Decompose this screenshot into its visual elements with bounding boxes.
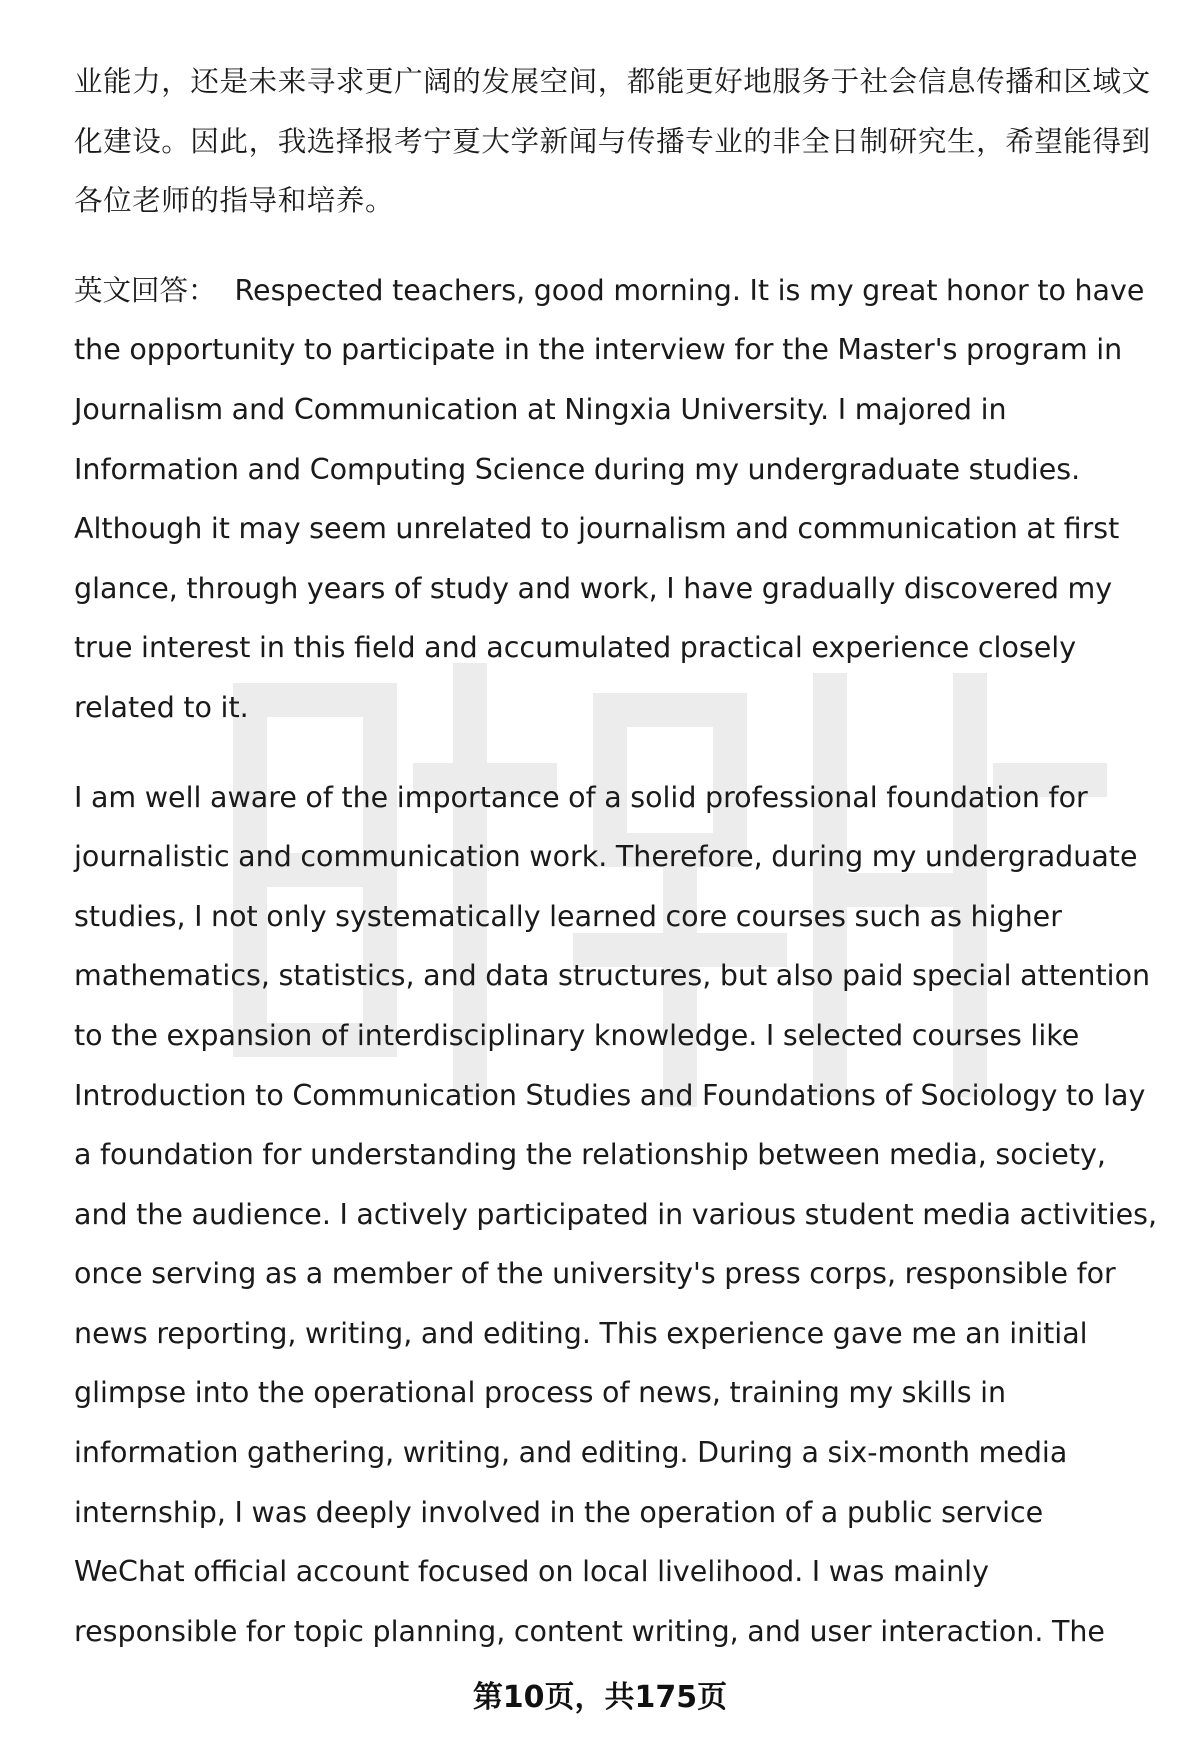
paragraph-chinese-intro: 业能力，还是未来寻求更广阔的发展空间，都能更好地服务于社会信息传播和区域文化建设。因此，我选择报考宁夏大学新闻与传播专业的非全日制研究生，希望能得到各位老师的指导和培养。 (74, 65, 1151, 218)
document-body (74, 52, 1159, 1691)
paragraph-english-answer (74, 261, 1159, 738)
paragraph-foundation: I am well aware of the importance of a solid professional foundation for journalistic and communication work. Therefore, during my undergraduate studies, I not only systematically learned core courses such as higher mathematics, statistics, and data structures, but also paid special attention to the expansion of interdisciplinary knowledge. I selected courses like Introduction to Communication Studies and Foundations of Sociology to lay a foundation for understanding the relationship between media, society, and the audience. I actively participated in various student media activities, once serving as a member of the university's press corps, responsible for news reporting, writing, and editing. This experience gave me an initial glimpse into the operational process of news, training my skills in information gathering, writing, and editing. During a six-month media internship, I was deeply involved in the operation of a public service WeChat official account focused on local livelihood. I was mainly responsible for topic planning, content writing, and user interaction. The (74, 780, 1158, 1648)
page-number-footer: 第10页，共175页 (472, 1680, 728, 1715)
answer-text: Respected teachers, good morning. It is my great honor to have the opportunity to participate in the interview for the Master's program in Journalism and Communication at Ningxia University. I majored in Information and Computing Science during my undergraduate studies. Although it may seem unrelated to journalism and communication at first glance, through years of study and work, I have gradually discovered my true interest in this field and accumulated practical experience closely related to it. (74, 273, 1145, 724)
answer-label: 英文回答： (74, 273, 217, 307)
